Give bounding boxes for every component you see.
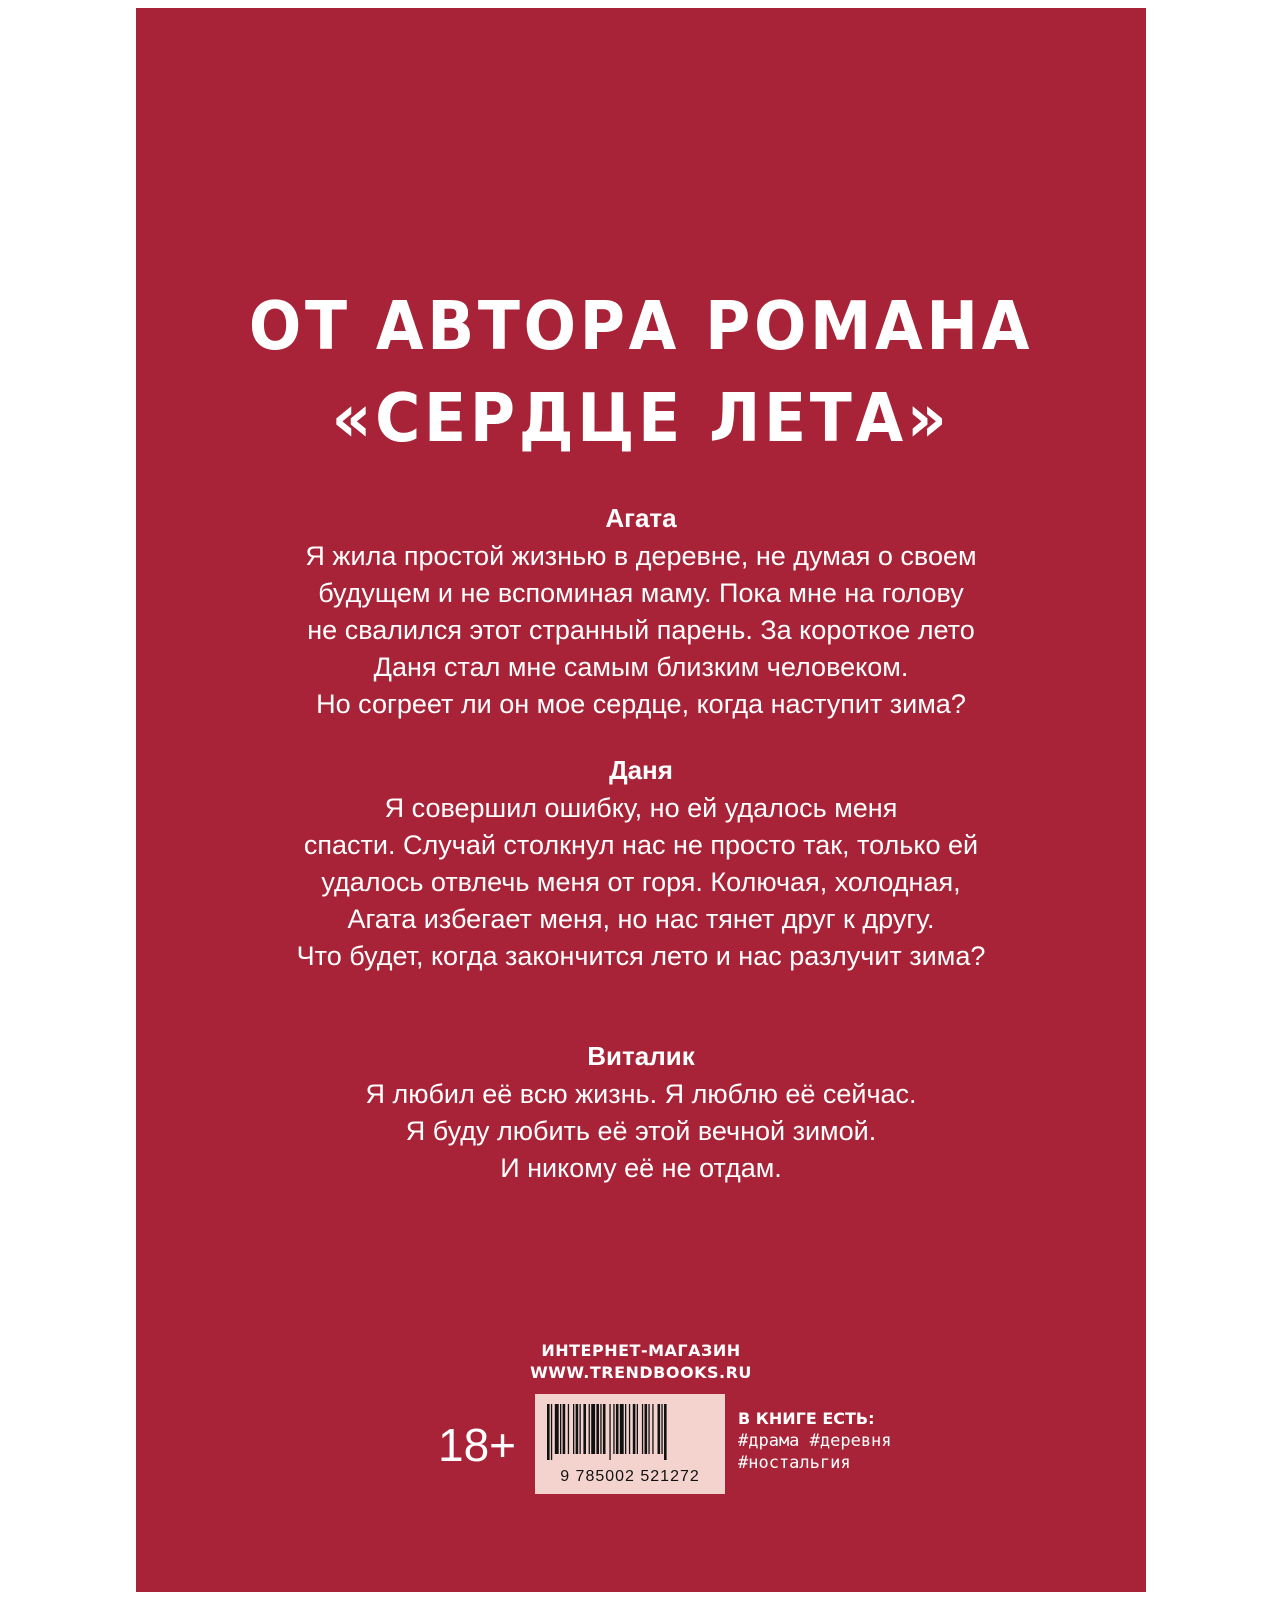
tags-line-1: #драма #деревня [738, 1431, 892, 1451]
section-vitalik [136, 1038, 1146, 1187]
age-rating: 18+ [438, 1419, 517, 1471]
tags-title: В КНИГЕ ЕСТЬ: [738, 1409, 875, 1428]
headline-line-2: «СЕРДЦЕ ЛЕТА» [331, 379, 951, 457]
section-line: Агата избегает меня, но нас тянет друг к другу. [347, 904, 935, 934]
section-line: будущем и не вспоминая маму. Пока мне на голову [318, 578, 964, 608]
section-agata [136, 500, 1146, 723]
book-back-cover [136, 8, 1146, 1592]
headline [176, 280, 1105, 464]
barcode [535, 1394, 725, 1494]
section-line: удалось отвлечь меня от горя. Колючая, холодная, [321, 867, 961, 897]
headline-line-1: ОТ АВТОРА РОМАНА [248, 287, 1034, 365]
section-danya [136, 752, 1146, 975]
shop-url: WWW.TRENDBOOKS.RU [530, 1363, 752, 1382]
barcode-number: 9 785002 521272 [560, 1468, 700, 1485]
section-name: Даня [609, 755, 673, 785]
section-name: Виталик [587, 1041, 695, 1071]
section-line: Что будет, когда закончится лето и нас разлучит зима? [296, 941, 986, 971]
section-line: Я буду любить её этой вечной зимой. [405, 1116, 877, 1146]
tags-block [738, 1408, 892, 1474]
section-line: спасти. Случай столкнул нас не просто так, только ей [303, 830, 979, 860]
section-line: Даня стал мне самым близким человеком. [373, 652, 909, 682]
shop-label: ИНТЕРНЕТ-МАГАЗИН [541, 1341, 741, 1360]
section-line: Я любил её всю жизнь. Я люблю её сейчас. [365, 1079, 917, 1109]
section-name: Агата [605, 503, 677, 533]
tags-line-2: #ностальгия [738, 1453, 851, 1473]
section-line: не свалился этот странный парень. За короткое лето [307, 615, 975, 645]
section-line: Я жила простой жизнью в деревне, не думая о своем [305, 541, 977, 571]
section-line: И никому её не отдам. [500, 1153, 782, 1183]
shop-info [136, 1340, 1146, 1384]
section-line: Но согреет ли он мое сердце, когда наступит зима? [316, 689, 966, 719]
barcode-bars-icon [545, 1404, 715, 1460]
section-line: Я совершил ошибку, но ей удалось меня [384, 793, 898, 823]
